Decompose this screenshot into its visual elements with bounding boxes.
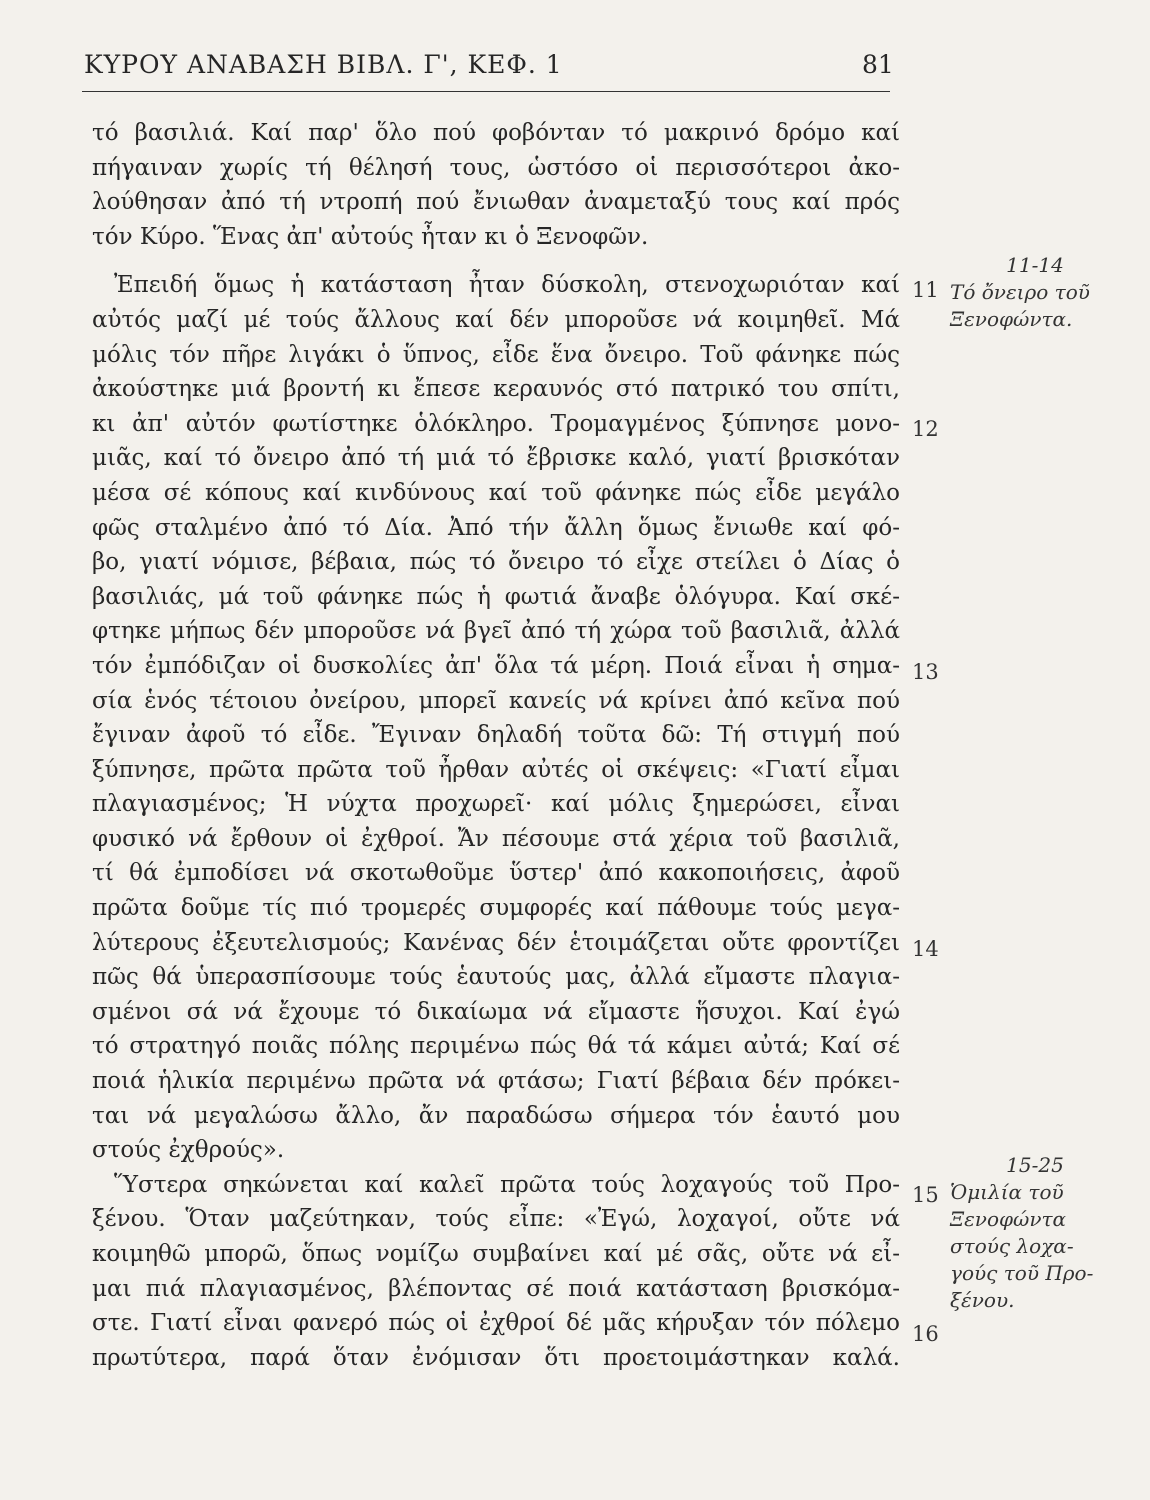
text-line: μιᾶς, καί τό ὄνειρο ἀπό τή μιά τό ἔβρισκε καλό, γιατί βρισκόταν [92,445,900,472]
text-line: λούθησαν ἀπό τή ντροπή πού ἔνιωθαν ἀναμεταξύ τους καί πρός [92,189,900,216]
header-rule [82,91,890,92]
text-line: στούς ἐχθρούς». [92,1137,285,1164]
text-line: μαι πιά πλαγιασμένος, βλέποντας σέ ποιά κατάσταση βρισκόμα- [92,1275,900,1302]
text-line: πήγαιναν χωρίς τή θέλησή τους, ὡστόσο οἱ περισσότεροι ἀκο- [92,154,900,181]
text-line: σία ἑνός τέτοιου ὀνείρου, μπορεῖ κανείς νά κρίνει ἀπό κεῖνα πού [92,687,900,714]
main-text [92,116,900,1375]
text-line: βασιλιάς, μά τοῦ φάνηκε πώς ἡ φωτιά ἄναβε ὁλόγυρα. Καί σκέ- [92,583,900,610]
side-note-range: 11-14 [1006,253,1064,277]
text-line: μόλις τόν πῆρε λιγάκι ὁ ὕπνος, εἶδε ἕνα ὄνειρο. Τοῦ φάνηκε πώς [92,341,900,368]
text-line: πρωτύτερα, παρά ὅταν ἐνόμισαν ὅτι προετοιμάστηκαν καλά. [92,1344,900,1371]
text-line: τό βασιλιά. Καί παρ' ὅλο πού φοβόνταν τό μακρινό δρόμο καί [92,120,900,146]
side-note-line: ξένου. [950,1288,1015,1312]
side-note-line: Ξενοφώντα [950,1207,1067,1231]
text-line: αὐτός μαζί μέ τούς ἄλλους καί δέν μποροῦσε νά κοιμηθεῖ. Μά [92,306,900,333]
text-line: τί θά ἐμποδίσει νά σκοτωθοῦμε ὕστερ' ἀπό κακοποιήσεις, ἀφοῦ [92,860,900,887]
side-note-speech [950,1152,1140,1314]
section-number: 12 [912,417,939,441]
side-note-dream [950,252,1140,333]
text-line: σμένοι σά νά ἔχουμε τό δικαίωμα νά εἴμαστε ἥσυχοι. Καί ἐγώ [92,998,900,1025]
text-line: μέσα σέ κόπους καί κινδύνους καί τοῦ φάνηκε πώς εἶδε μεγάλο [92,479,900,506]
text-line: τόν ἐμπόδιζαν οἱ δυσκολίες ἀπ' ὅλα τά μέρη. Ποιά εἶναι ἡ σημα- [92,652,900,679]
text-line: τό στρατηγό ποιᾶς πόλης περιμένω πώς θά τά κάμει αὐτά; Καί σέ [92,1033,900,1060]
text-line: φτηκε μήπως δέν μποροῦσε νά βγεῖ ἀπό τή χώρα τοῦ βασιλιᾶ, ἀλλά [92,618,900,645]
text-line: ξένου. Ὅταν μαζεύτηκαν, τούς εἶπε: «Ἐγώ, λοχαγοί, οὔτε νά [92,1206,900,1233]
side-note-line: γούς τοῦ Προ- [950,1261,1094,1285]
text-line: ἀκούστηκε μιά βροντή κι ἔπεσε κεραυνός στό πατρικό του σπίτι, [92,376,900,403]
text-line: τόν Κύρο. Ἕνας ἀπ' αὐτούς ἦταν κι ὁ Ξενοφῶν. [92,223,649,250]
text-line: λύτερους ἐξευτελισμούς; Κανένας δέν ἑτοιμάζεται οὔτε φροντίζει [92,929,900,956]
section-number: 11 [912,278,939,302]
text-line: ποιά ἡλικία περιμένω πρῶτα νά φτάσω; Γιατί βέβαια δέν πρόκει- [92,1068,900,1095]
text-line: φῶς σταλμένο ἀπό τό Δία. Ἀπό τήν ἄλλη ὅμως ἔνιωθε καί φό- [92,514,900,541]
page-number: 81 [862,50,894,79]
text-line: κοιμηθῶ μπορῶ, ὅπως νομίζω συμβαίνει καί μέ σᾶς, οὔτε νά εἶ- [92,1241,900,1267]
text-line: ἔγιναν ἀφοῦ τό εἶδε. Ἔγιναν δηλαδή τοῦτα δῶ: Τή στιγμή πού [92,722,900,749]
section-number: 14 [912,937,939,961]
text-line: Ἐπειδή ὅμως ἡ κατάσταση ἦταν δύσκολη, στενοχωριόταν καί [114,272,900,299]
side-note-line: Ὁμιλία τοῦ [950,1180,1064,1204]
section-number: 15 [912,1183,939,1207]
text-line: κι ἀπ' αὐτόν φωτίστηκε ὁλόκληρο. Τρομαγμένος ξύπνησε μονο- [92,410,900,437]
text-line: πλαγιασμένος; Ἡ νύχτα προχωρεῖ· καί μόλις ξημερώσει, εἶναι [92,791,900,818]
section-number: 16 [912,1322,939,1346]
side-note-line: στούς λοχα- [950,1234,1074,1258]
text-line: πῶς θά ὑπερασπίσουμε τούς ἑαυτούς μας, ἀλλά εἴμαστε πλαγια- [92,964,900,991]
side-note-line: Ξενοφώντα. [950,307,1073,331]
side-note-line: Τό ὄνειρο τοῦ [950,280,1090,304]
side-note-range: 15-25 [1006,1153,1064,1177]
running-header-title: ΚΥΡΟΥ ΑΝΑΒΑΣΗ ΒΙΒΛ. Γ', ΚΕΦ. 1 [84,50,563,79]
section-number: 13 [912,660,939,684]
text-line: φυσικό νά ἔρθουν οἱ ἐχθροί. Ἄν πέσουμε στά χέρια τοῦ βασιλιᾶ, [92,825,900,852]
text-line: στε. Γιατί εἶναι φανερό πώς οἱ ἐχθροί δέ μᾶς κήρυξαν τόν πόλεμο [92,1310,900,1337]
text-line: ξύπνησε, πρῶτα πρῶτα τοῦ ἦρθαν αὐτές οἱ σκέψεις: «Γιατί εἶμαι [92,756,900,783]
text-line: Ὕστερα σηκώνεται καί καλεῖ πρῶτα τούς λοχαγούς τοῦ Προ- [114,1171,900,1198]
text-line: βο, γιατί νόμισε, βέβαια, πώς τό ὄνειρο τό εἶχε στείλει ὁ Δίας ὁ [92,549,900,576]
text-line: πρῶτα δοῦμε τίς πιό τρομερές συμφορές καί πάθουμε τούς μεγα- [92,895,900,922]
text-line: ται νά μεγαλώσω ἄλλο, ἄν παραδώσω σήμερα τόν ἑαυτό μου [92,1102,900,1129]
